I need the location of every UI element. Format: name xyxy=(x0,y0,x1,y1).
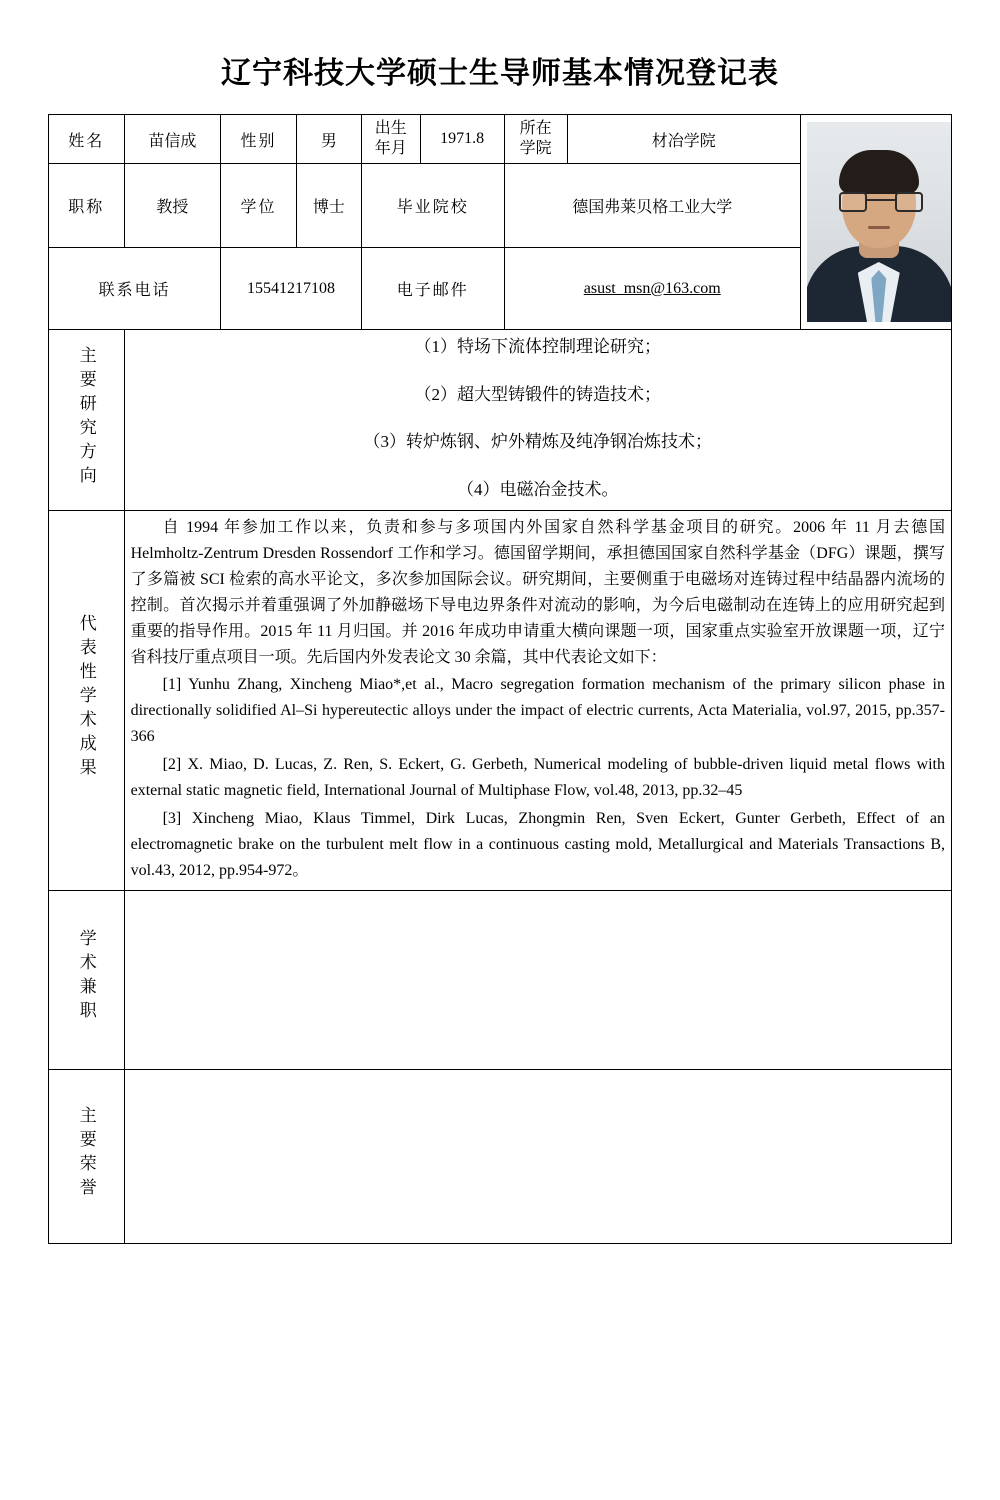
portrait-photo-image xyxy=(807,122,951,322)
value-academic-positions xyxy=(124,890,951,1069)
page-title: 辽宁科技大学硕士生导师基本情况登记表 xyxy=(221,57,779,90)
label-title: 职称 xyxy=(49,164,125,248)
label-college xyxy=(504,115,567,164)
research-list xyxy=(131,334,945,502)
list-item: （3）转炉炼钢、炉外精炼及纯净钢冶炼技术； xyxy=(363,432,713,451)
paragraph: [2] X. Miao, D. Lucas, Z. Ren, S. Eckert, G. Gerbeth, Numerical modeling of bubble-driven liquid metal flows with external static magnetic field, International Journal of Multiphase Flow, vol.48, 2013, pp.32–45 xyxy=(130,756,945,800)
value-birth: 1971.8 xyxy=(420,115,504,164)
label-birth xyxy=(361,115,420,164)
list-item: （1）特场下流体控制理论研究； xyxy=(414,337,662,356)
label-gender: 性别 xyxy=(221,115,297,164)
value-graduate-school: 德国弗莱贝格工业大学 xyxy=(504,164,800,248)
table-row-basic-1 xyxy=(49,115,952,164)
table-row-achievements xyxy=(49,511,952,891)
paragraph: [3] Xincheng Miao, Klaus Timmel, Dirk Lucas, Zhongmin Ren, Sven Eckert, Gunter Gerbeth, Effect of an electromagnetic brake on the turbulent melt flow in a continuous casting mold, Metallurgical and Materials Transactions B, vol.43, 2012, pp.954-972。 xyxy=(130,809,945,879)
label-achievements xyxy=(49,511,125,891)
paragraph: 自 1994 年参加工作以来，负责和参与多项国内外国家自然科学基金项目的研究。2006 年 11 月去德国 Helmholtz-Zentrum Dresden Rossendorf 工作和学习。德国留学期间，承担德国国家自然科学基金（DFG）课题，撰写了多篇被 SCI 检索的高水平论文，多次参加国际会议。研究期间，主要侧重于电磁场对连铸过程中结晶器内流场的控制。首次揭示并着重强调了外加静磁场下导电边界条件对流动的影响，为今后电磁制动在连铸上的应用研究起到重要的指导作用。2015 年 11 月归国。并 2016 年成功申请重大横向课题一项，国家重点实验室开放课题一项，辽宁省科技厅重点项目一项。先后国内外发表论文 30 余篇，其中代表论文如下： xyxy=(130,519,945,666)
value-gender: 男 xyxy=(296,115,361,164)
value-research-direction xyxy=(124,330,951,511)
label-college-line1: 所在 xyxy=(519,120,552,137)
label-name: 姓名 xyxy=(49,115,125,164)
list-item: （4）电磁冶金技术。 xyxy=(457,479,619,499)
portrait-photo xyxy=(800,115,951,330)
label-achievements-text: 代表性学术成果 xyxy=(76,613,96,782)
paragraph: [1] Yunhu Zhang, Xincheng Miao*,et al., Macro segregation formation mechanism of the primary silicon phase in directionally solidified Al–Si hypereutectic alloys under the impact of electric currents, Acta Materialia, vol.97, 2015, pp.357-366 xyxy=(130,676,945,746)
info-form-table xyxy=(48,114,952,1244)
list-item: （2）超大型铸锻件的铸造技术； xyxy=(414,384,662,404)
label-birth-line1: 出生 xyxy=(374,120,407,137)
label-research-direction xyxy=(49,330,125,511)
label-college-line2: 学院 xyxy=(519,140,552,157)
email-link[interactable]: asust_msn@163.com xyxy=(583,279,721,297)
label-birth-line2: 年月 xyxy=(374,140,407,157)
label-degree: 学位 xyxy=(221,164,297,248)
label-research-direction-text: 主要研究方向 xyxy=(76,345,96,490)
value-email[interactable] xyxy=(504,248,800,330)
table-row-research xyxy=(49,330,952,511)
value-achievements xyxy=(124,511,951,891)
table-row-honors xyxy=(49,1069,952,1243)
label-academic-positions-text: 学术兼职 xyxy=(76,929,96,1026)
value-degree: 博士 xyxy=(296,164,361,248)
label-phone: 联系电话 xyxy=(49,248,221,330)
value-phone: 15541217108 xyxy=(221,248,362,330)
value-college: 材冶学院 xyxy=(567,115,800,164)
label-email: 电子邮件 xyxy=(361,248,504,330)
label-honors-text: 主要荣誉 xyxy=(76,1105,96,1202)
label-honors xyxy=(49,1069,125,1243)
value-title: 教授 xyxy=(124,164,221,248)
value-honors xyxy=(124,1069,951,1243)
achievements-body xyxy=(131,515,945,884)
table-row-academic-positions xyxy=(49,890,952,1069)
label-graduate-school: 毕业院校 xyxy=(361,164,504,248)
label-academic-positions xyxy=(49,890,125,1069)
value-name: 苗信成 xyxy=(124,115,221,164)
